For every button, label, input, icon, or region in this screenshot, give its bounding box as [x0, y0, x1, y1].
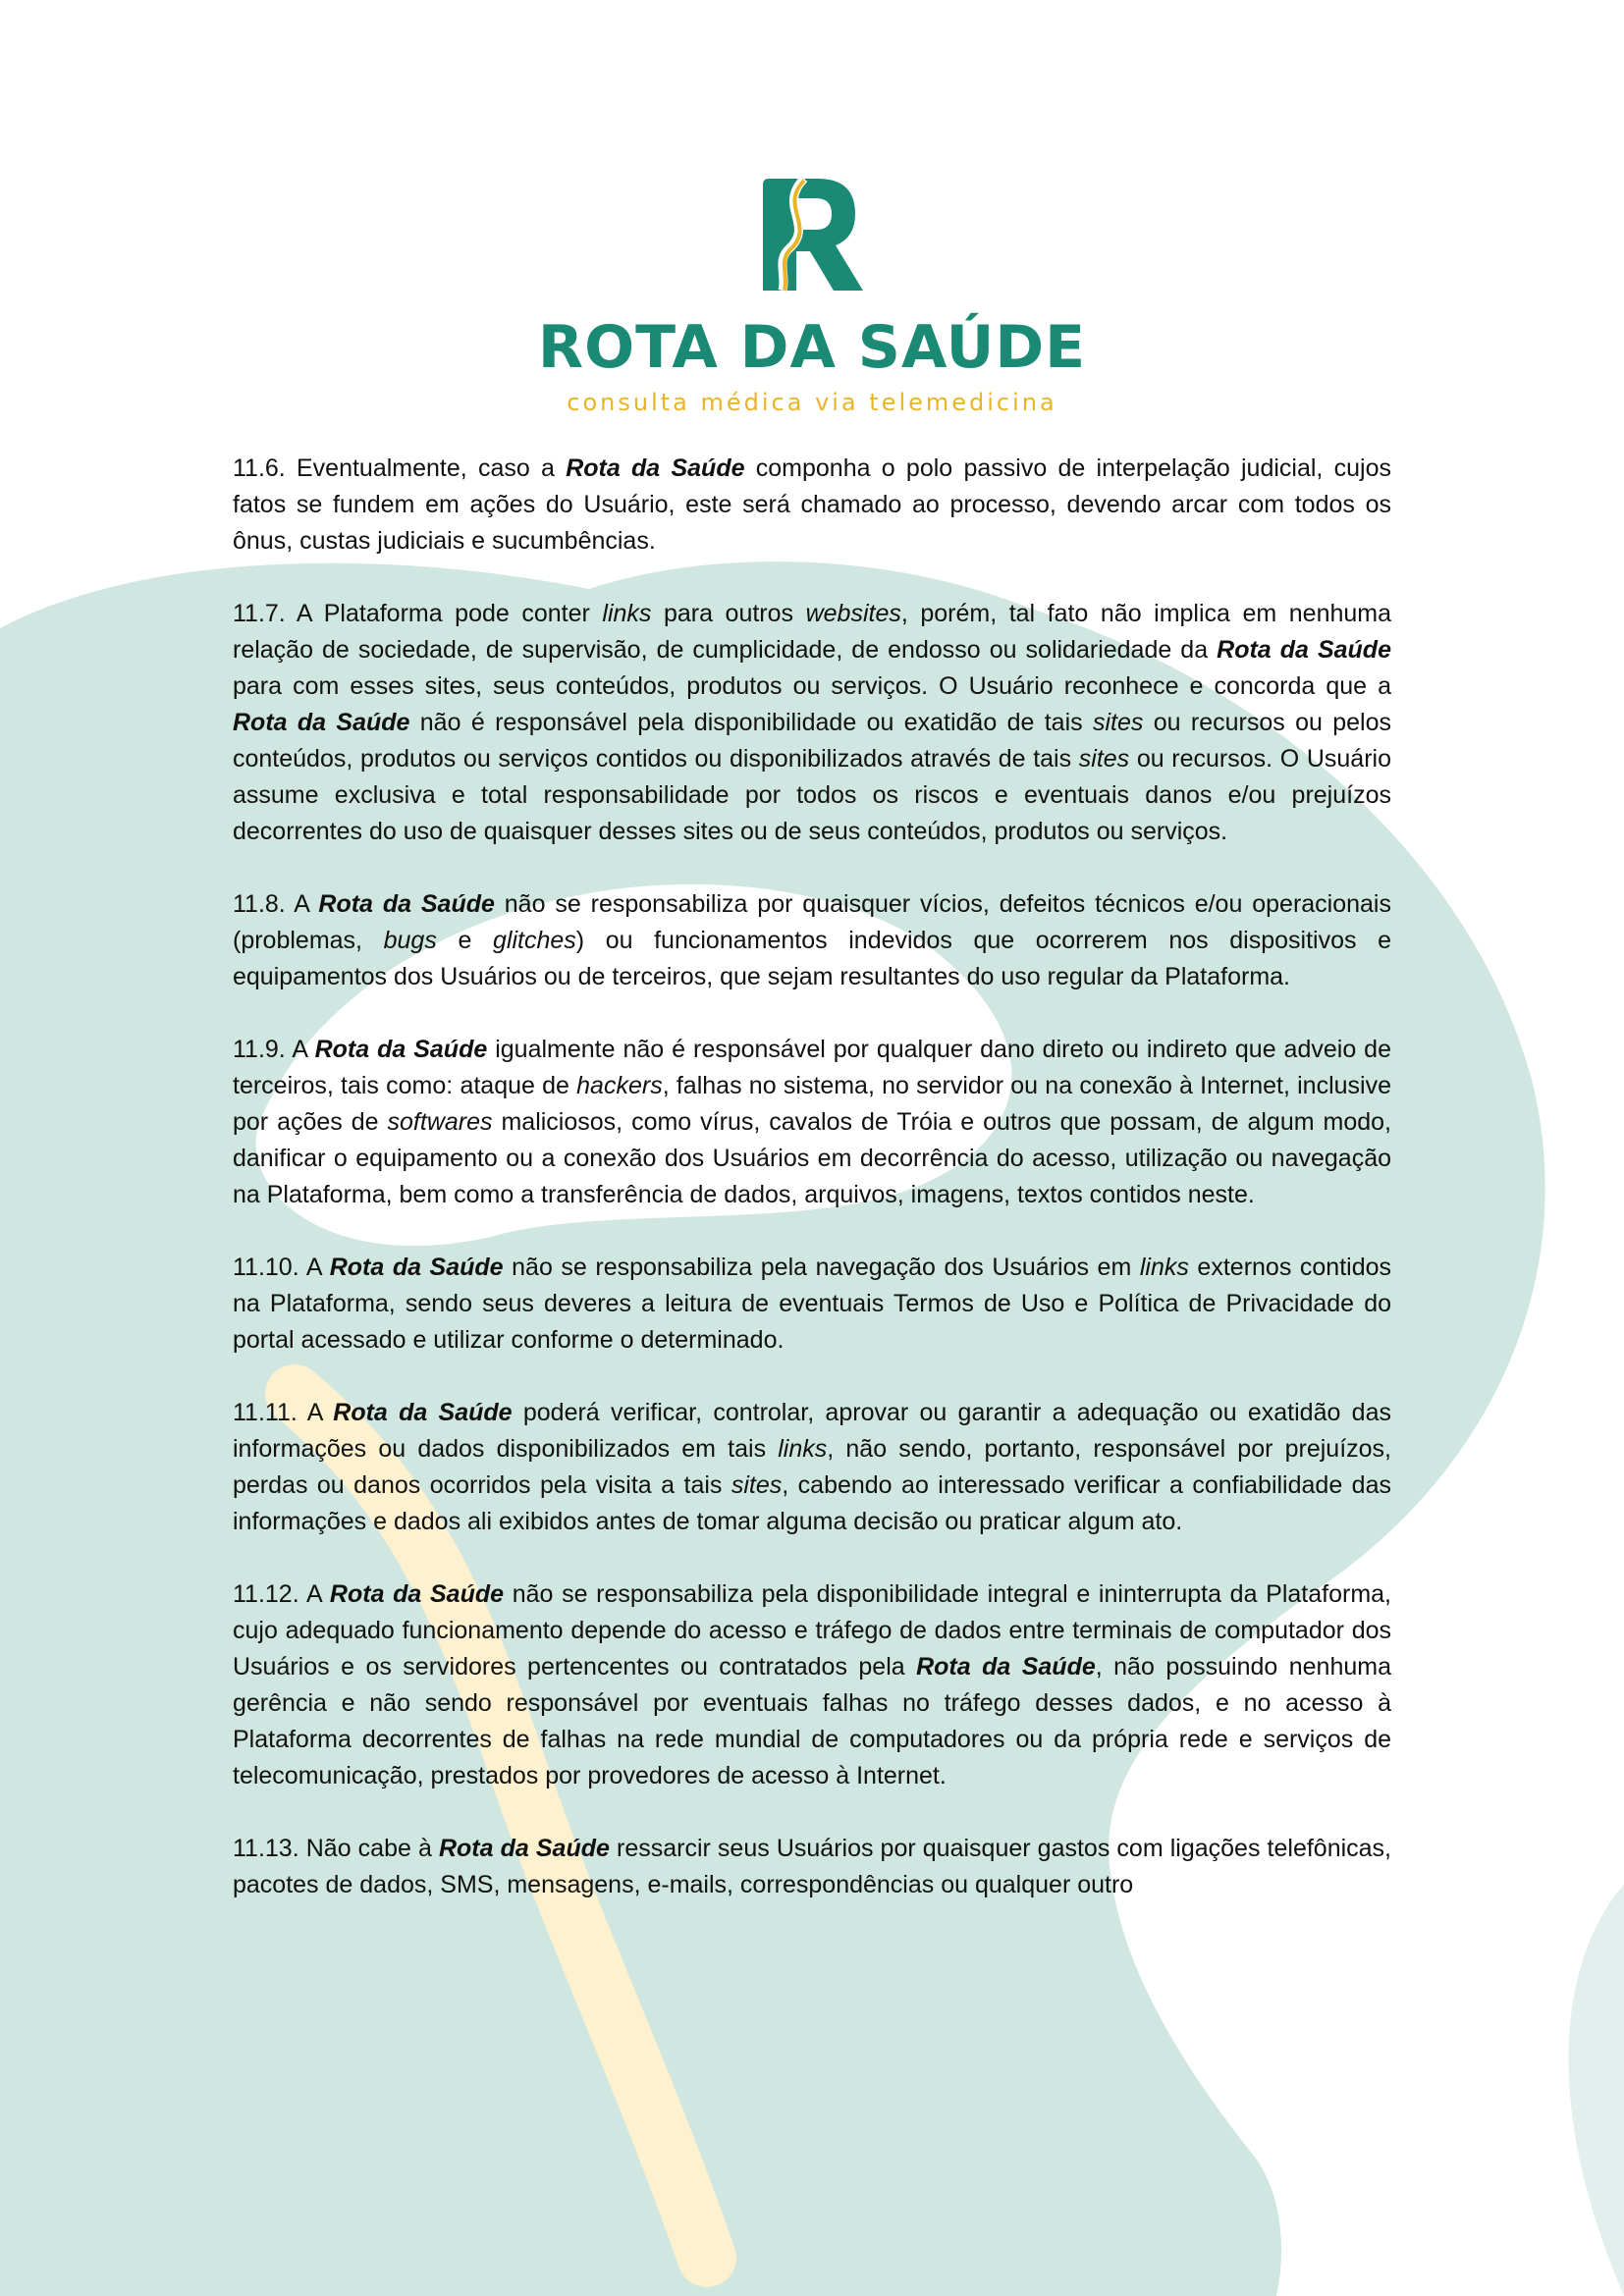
road-r-logo-icon — [757, 177, 867, 293]
brand-mention: Rota da Saúde — [438, 1835, 610, 1862]
brand-mention: Rota da Saúde — [329, 1254, 504, 1281]
clause-11-8: 11.8. A Rota da Saúde não se responsabiliza por quaisquer vícios, defeitos técnicos e/ou operacionais (problemas, bugs e glitches) ou funcionamentos indevidos que ocorrerem nos dispositivos e equipamentos dos Usuários ou de terceiros, que sejam resultantes do uso regular da Plataforma. — [233, 890, 1392, 990]
brand-mention: Rota da Saúde — [1217, 636, 1391, 664]
brand-mention: Rota da Saúde — [329, 1580, 505, 1608]
brand-mention: Rota da Saúde — [318, 890, 495, 918]
watermark-right-curve — [1569, 1885, 1624, 2296]
document-body — [233, 451, 1391, 1940]
brand-mention: Rota da Saúde — [333, 1399, 513, 1426]
clause-11-7: 11.7. A Plataforma pode conter links para outros websites, porém, tal fato não implica em nenhuma relação de sociedade, de supervisão, de cumplicidade, de endosso ou solidariedade da Rota da Saúde para com esses sites, seus conteúdos, produtos ou serviços. O Usuário reconhece e concorda que a Rota da Saúde não é responsável pela disponibilidade ou exatidão de tais sites ou recursos ou pelos conteúdos, produtos ou serviços contidos ou disponibilizados através de tais sites ou recursos. O Usuário assume exclusiva e total responsabilidade por todos os riscos e eventuais danos e/ou prejuízos decorrentes do uso de quaisquer desses sites ou de seus conteúdos, produtos ou serviços. — [233, 600, 1392, 845]
brand-name: ROTA DA SAÚDE — [537, 313, 1087, 382]
brand-logo — [0, 177, 1624, 414]
brand-mention: Rota da Saúde — [314, 1036, 488, 1063]
brand-mention: Rota da Saúde — [916, 1653, 1096, 1681]
clause-11-10: 11.10. A Rota da Saúde não se responsabiliza pela navegação dos Usuários em links externos contidos na Plataforma, sendo seus deveres a leitura de eventuais Termos de Uso e Política de Privacidade do portal acessado e utilizar conforme o determinado. — [233, 1254, 1391, 1354]
brand-tagline: consulta médica via telemedicina — [567, 389, 1057, 416]
clause-11-6: 11.6. Eventualmente, caso a Rota da Saúde componha o polo passivo de interpelação judicial, cujos fatos se fundem em ações do Usuário, este será chamado ao processo, devendo arcar com todos os ônus, custas judiciais e sucumbências. — [233, 454, 1391, 555]
brand-mention: Rota da Saúde — [566, 454, 745, 482]
clause-11-13: 11.13. Não cabe à Rota da Saúde ressarcir seus Usuários por quaisquer gastos com ligações telefônicas, pacotes de dados, SMS, mensagens, e-mails, correspondências ou qualquer outro — [233, 1835, 1391, 1898]
clause-11-9: 11.9. A Rota da Saúde igualmente não é responsável por qualquer dano direto ou indireto que adveio de terceiros, tais como: ataque de hackers, falhas no sistema, no servidor ou na conexão à Internet, inclusive por ações de softwares maliciosos, como vírus, cavalos de Tróia e outros que possam, de algum modo, danificar o equipamento ou a conexão dos Usuários em decorrência do acesso, utilização ou navegação na Plataforma, bem como a transferência de dados, arquivos, imagens, textos contidos neste. — [233, 1036, 1391, 1208]
clause-11-11: 11.11. A Rota da Saúde poderá verificar, controlar, aprovar ou garantir a adequação ou exatidão das informações ou dados disponibilizados em tais links, não sendo, portanto, responsável por prejuízos, perdas ou danos ocorridos pela visita a tais sites, cabendo ao interessado verificar a confiabilidade das informações e dados ali exibidos antes de tomar alguma decisão ou praticar algum ato. — [233, 1399, 1391, 1535]
clause-11-12: 11.12. A Rota da Saúde não se responsabiliza pela disponibilidade integral e ininterrupta da Plataforma, cujo adequado funcionamento depende do acesso e tráfego de dados entre terminais de computador dos Usuários e os servidores pertencentes ou contratados pela Rota da Saúde, não possuindo nenhuma gerência e não sendo responsável por eventuais falhas no tráfego desses dados, e no acesso à Plataforma decorrentes de falhas na rede mundial de computadores ou da própria rede e serviços de telecomunicação, prestados por provedores de acesso à Internet. — [233, 1580, 1391, 1789]
brand-mention: Rota da Saúde — [233, 709, 410, 736]
